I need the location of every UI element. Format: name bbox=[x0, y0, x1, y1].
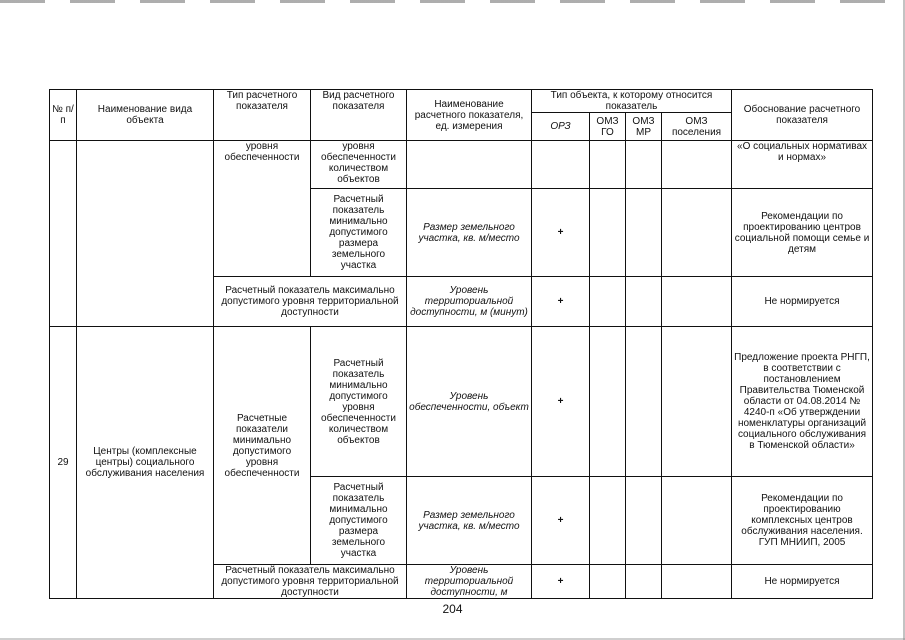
cell-type: Расчетный показатель максимально допустимого уровня территориальной доступности bbox=[214, 277, 407, 327]
header-omz-pos: ОМЗ поселения bbox=[662, 113, 732, 141]
cell-omz-mr bbox=[626, 277, 662, 327]
cell-omz-pos bbox=[662, 327, 732, 477]
cell-kind: Расчетный показатель минимально допустимого размера земельного участка bbox=[311, 189, 407, 277]
cell-omz-go bbox=[590, 565, 626, 599]
cell-name: Уровень обеспеченности, объект bbox=[407, 327, 532, 477]
cell-name: Размер земельного участка, кв. м/место bbox=[407, 477, 532, 565]
cell-omz-mr bbox=[626, 565, 662, 599]
cell-type: Расчетные показатели минимально допустимого уровня обеспеченности bbox=[214, 327, 311, 565]
cell-kind: уровня обеспеченности количеством объектов bbox=[311, 141, 407, 189]
cell-kind: Расчетный показатель минимально допустимого размера земельного участка bbox=[311, 477, 407, 565]
cell-name: Уровень территориальной доступности, м bbox=[407, 565, 532, 599]
cell-orz bbox=[532, 141, 590, 189]
cell-type: уровня обеспеченности bbox=[214, 141, 311, 277]
cell-orz: + bbox=[532, 477, 590, 565]
cell-name bbox=[407, 141, 532, 189]
table-row bbox=[50, 327, 873, 477]
cell-orz: + bbox=[532, 327, 590, 477]
header-indicator-type: Тип расчетного показателя bbox=[214, 90, 311, 141]
cell-omz-mr bbox=[626, 327, 662, 477]
cell-basis: Предложение проекта РНГП, в соответствии с постановлением Правительства Тюменской области от 04.08.2014 № 4240-п «Об утверждении номенклатуры организаций социального обслуживания в Тюменской области» bbox=[732, 327, 873, 477]
header-indicator-kind: Вид расчетного показателя bbox=[311, 90, 407, 141]
header-basis: Обоснование расчетного показателя bbox=[732, 90, 873, 141]
header-object-type: Тип объекта, к которому относится показатель bbox=[532, 90, 732, 113]
cell-basis: Не нормируется bbox=[732, 277, 873, 327]
cell-omz-pos bbox=[662, 477, 732, 565]
cell-omz-pos bbox=[662, 277, 732, 327]
cell-omz-pos bbox=[662, 565, 732, 599]
cell-name: Размер земельного участка, кв. м/место bbox=[407, 189, 532, 277]
cell-basis: «О социальных нормативах и нормах» bbox=[732, 141, 873, 189]
cell-basis: Не нормируется bbox=[732, 565, 873, 599]
cell-num: 29 bbox=[50, 327, 77, 599]
cell-omz-go bbox=[590, 277, 626, 327]
cell-orz: + bbox=[532, 277, 590, 327]
header-num: № п/п bbox=[50, 90, 77, 141]
cell-omz-go bbox=[590, 327, 626, 477]
header-object-name: Наименование вида объекта bbox=[77, 90, 214, 141]
cell-num-prev bbox=[50, 141, 77, 327]
page-number: 204 bbox=[442, 602, 463, 616]
cell-omz-pos bbox=[662, 141, 732, 189]
header-indicator-name: Наименование расчетного показателя, ед. измерения bbox=[407, 90, 532, 141]
header-omz-mr: ОМЗ МР bbox=[626, 113, 662, 141]
cell-omz-pos bbox=[662, 189, 732, 277]
standards-table bbox=[49, 89, 873, 599]
cell-kind: Расчетный показатель минимально допустимого уровня обеспеченности количеством объектов bbox=[311, 327, 407, 477]
cell-orz: + bbox=[532, 189, 590, 277]
cell-orz: + bbox=[532, 565, 590, 599]
scan-edge-top bbox=[0, 0, 905, 3]
cell-omz-mr bbox=[626, 189, 662, 277]
cell-name: Уровень территориальной доступности, м (минут) bbox=[407, 277, 532, 327]
cell-omz-go bbox=[590, 141, 626, 189]
header-row-1 bbox=[50, 90, 873, 113]
header-omz-go: ОМЗ ГО bbox=[590, 113, 626, 141]
header-orz: ОРЗ bbox=[532, 113, 590, 141]
cell-omz-mr bbox=[626, 477, 662, 565]
cell-object: Центры (комплексные центры) социального обслуживания населения bbox=[77, 327, 214, 599]
cell-object-prev bbox=[77, 141, 214, 327]
table-row bbox=[50, 141, 873, 189]
cell-omz-go bbox=[590, 477, 626, 565]
cell-omz-go bbox=[590, 189, 626, 277]
cell-type: Расчетный показатель максимально допустимого уровня территориальной доступности bbox=[214, 565, 407, 599]
cell-basis: Рекомендации по проектированию комплексных центров обслуживания населения. ГУП МНИИП, 2005 bbox=[732, 477, 873, 565]
cell-basis: Рекомендации по проектированию центров социальной помощи семье и детям bbox=[732, 189, 873, 277]
cell-omz-mr bbox=[626, 141, 662, 189]
